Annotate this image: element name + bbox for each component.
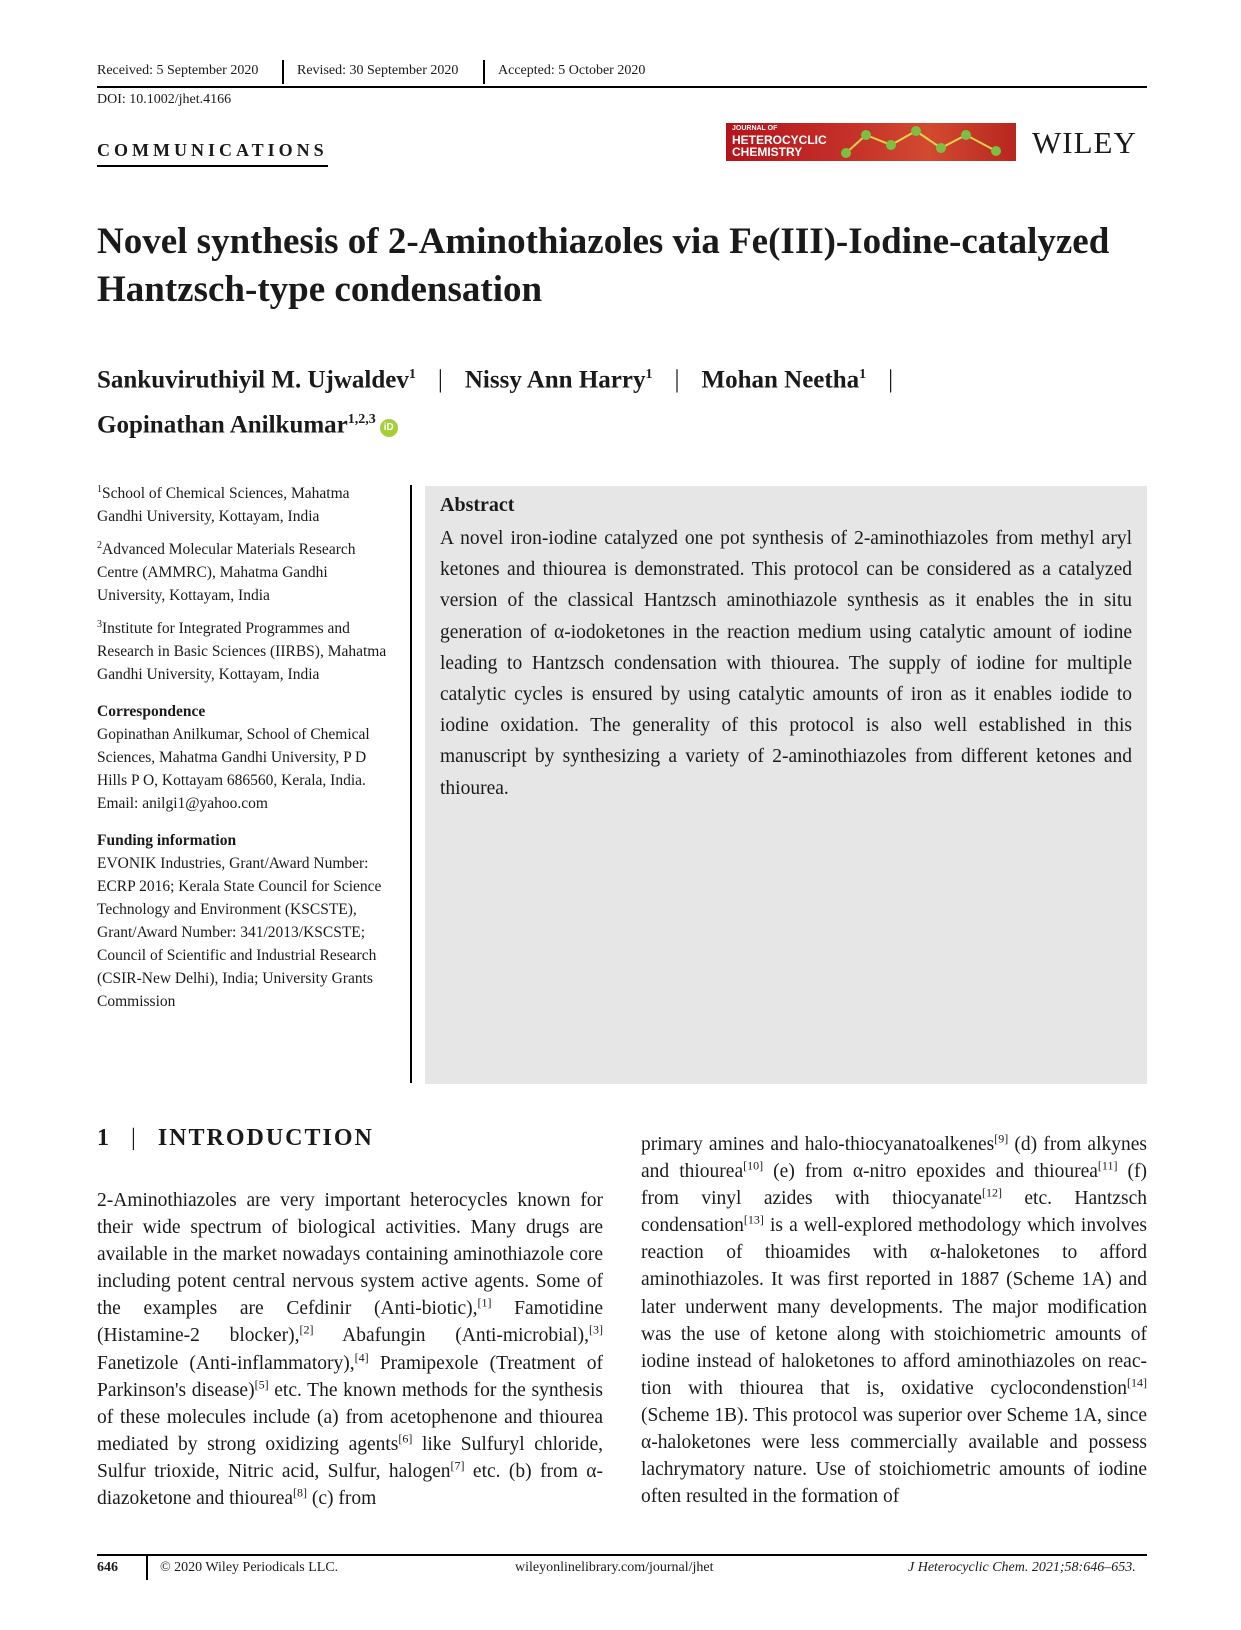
citation-ref[interactable]: [6] [398, 1431, 413, 1446]
author-separator: | [674, 366, 680, 394]
citation-ref[interactable]: [13] [743, 1212, 764, 1227]
paragraph-text: Pramipexole (Treatment of Parkinson's disease) [97, 1352, 603, 1401]
citation-ref[interactable]: [11] [1097, 1158, 1118, 1173]
affiliation [97, 478, 397, 528]
doi[interactable]: DOI: 10.1002/jhet.4166 [97, 92, 232, 107]
paragraph-text: (f) from vinyl azides with thiocyanate [641, 1161, 1148, 1210]
paragraph-text: (d) from alkynes and thiourea [641, 1134, 1147, 1183]
author-name[interactable]: Mohan Neetha [701, 366, 860, 394]
date-divider [282, 60, 284, 84]
author-list [97, 355, 1097, 446]
article-title: Novel synthesis of 2-Aminothiazoles via Fe(III)-Iodine-catalyzed Hantzsch-type condensation [97, 221, 1110, 310]
author-name[interactable]: Sankuviruthiyil M. Ujwaldev [97, 366, 409, 394]
paragraph-text: (c) from [307, 1488, 377, 1510]
citation-ref[interactable]: [8] [293, 1485, 307, 1500]
introduction-column-2 [641, 1131, 1147, 1510]
page-number: 646 [97, 1560, 118, 1575]
author-name[interactable]: Nissy Ann Harry [464, 366, 646, 394]
citation-ref[interactable]: [5] [254, 1377, 269, 1392]
abstract-heading: Abstract [440, 494, 515, 516]
affiliation [97, 613, 397, 686]
author-separator: | [888, 366, 894, 394]
section-number: 1 [97, 1125, 111, 1151]
paragraph-text: Famotidine (Histamine-2 blocker), [97, 1298, 604, 1347]
author-affiliation-marker: 1,2,3 [347, 412, 376, 428]
correspondence-email[interactable]: Email: anilgi1@yahoo.com [97, 795, 268, 813]
journal-banner-line2: HETEROCYCLIC [732, 133, 827, 147]
paragraph-text: 2-Aminothiazoles are very important heterocycles known for their wide spectrum of biological activities. Many drugs are available in the market nowadays containing aminothiazole core including potent central nervous system active agents. Some of the examples are Cefdinir (Anti-biotic), [97, 1190, 603, 1320]
affiliation-text: Institute for Integrated Programmes and Research in Basic Sciences (IIRBS), Mahatma Gandhi University, Kottayam, India [97, 620, 387, 684]
affiliation-number: 2 [97, 540, 102, 552]
paragraph-text: Fanetizole (Anti-inflammatory), [97, 1352, 355, 1374]
citation-ref[interactable]: [7] [450, 1458, 465, 1473]
paragraph-text: Abafungin (Anti-microbial), [313, 1325, 589, 1347]
journal-banner-line3: CHEMISTRY [732, 145, 803, 159]
paragraph-text: is a well-explored methodology which involves reaction of thioamides with α-haloketones to afford aminothiazoles. It was first reported in 1887 (Scheme 1A) and later underwent many developments. The major modification was the use of ketone along with stoichiometric amounts of iodine instead of haloketones to afford aminothiazoles on reaction with thiourea that is, oxidative cyclocondenstion [641, 1215, 1147, 1399]
paragraph-text: etc. Hantzsch condensation [641, 1188, 1147, 1237]
revised-date: Revised: 30 September 2020 [297, 63, 459, 78]
molecule-graphic-icon [836, 123, 1016, 161]
citation-ref[interactable]: [10] [743, 1158, 764, 1173]
footer-rule [97, 1554, 1147, 1556]
affiliation-text: Advanced Molecular Materials Research Centre (AMMRC), Mahatma Gandhi University, Kottayam, India [97, 541, 356, 605]
citation-ref[interactable]: [4] [354, 1350, 369, 1365]
copyright: © 2020 Wiley Periodicals LLC. [160, 1560, 339, 1575]
affiliation [97, 534, 397, 607]
paragraph-text: (Scheme 1B). This protocol was superior over Scheme 1A, since α-haloketones were less commercially available and possess lachrymatory nature. Use of stoichiometric amounts of iodine often resulted in the formation of [641, 1404, 1147, 1508]
citation-ref[interactable]: [2] [299, 1322, 314, 1337]
wiley-logo[interactable]: WILEY [1032, 125, 1137, 160]
received-date: Received: 5 September 2020 [97, 63, 259, 78]
accepted-date: Accepted: 5 October 2020 [498, 63, 646, 78]
introduction-heading [97, 1125, 374, 1152]
affiliation-number: 1 [97, 484, 102, 495]
citation: J Heterocyclic Chem. 2021;58:646–653. [908, 1560, 1136, 1575]
abstract-box [425, 486, 1147, 1084]
paragraph-text: (e) from α-nitro epoxides and thiourea [763, 1161, 1098, 1183]
author-separator: | [437, 366, 443, 394]
citation-ref[interactable]: [14] [1127, 1375, 1147, 1390]
funding-heading: Funding information [97, 832, 237, 850]
author-affiliation-marker: 1 [408, 367, 416, 382]
citation-ref[interactable]: [12] [981, 1185, 1002, 1200]
affiliation-text: School of Chemical Sciences, Mahatma Gandhi University, Kottayam, India [97, 485, 350, 526]
date-divider [483, 60, 485, 84]
author-name[interactable]: Gopinathan Anilkumar [97, 411, 348, 439]
paragraph-text: like Sulfuryl chloride, Sulfur trioxide, Nitric acid, Sulfur, halogen [97, 1433, 603, 1482]
citation-ref[interactable]: [9] [994, 1131, 1009, 1146]
journal-banner[interactable] [726, 123, 1016, 161]
section-title: INTRODUCTION [157, 1125, 374, 1151]
header-dates [97, 60, 1147, 88]
citation-ref[interactable]: [1] [477, 1295, 492, 1310]
affiliation-number: 3 [97, 619, 102, 631]
section-divider: | [131, 1125, 138, 1151]
abstract-text: A novel iron-iodine catalyzed one pot synthesis of 2-aminothiazoles from methyl aryl ketones and thiourea is demonstrated. This protocol can be considered as a catalyzed version of the classical Hantzsch aminothiazole synthesis as it enables the in situ generation of α-iodoketones in the reaction medium using catalytic amount of iodine leading to Hantzsch condensation with thiourea. The supply of iodine for multiple catalytic cycles is ensured by using catalytic amounts of iron as it enables iodide to iodine oxidation. The generality of this protocol is also well established in this manuscript by synthesizing a variety of 2-aminothiazoles from different ketones and thiourea. [440, 528, 1132, 799]
paragraph-text: etc. The known methods for the synthesis of these molecules include (a) from acetophenone and thiourea mediated by strong oxidizing agents [97, 1379, 604, 1455]
journal-banner-line1: JOURNAL OF [732, 125, 778, 132]
footer-divider [146, 1554, 148, 1580]
section-label: COMMUNICATIONS [97, 140, 328, 167]
journal-url[interactable]: wileyonlinelibrary.com/journal/jhet [515, 1560, 714, 1575]
article-sidebar [97, 478, 397, 1013]
author-affiliation-marker: 1 [859, 367, 867, 382]
sidebar-divider [410, 485, 412, 1083]
correspondence-text: Gopinathan Anilkumar, School of Chemical Sciences, Mahatma Gandhi University, P D Hills P O, Kottayam 686560, Kerala, India. [97, 726, 370, 790]
author-affiliation-marker: 1 [645, 367, 653, 382]
introduction-column-1 [97, 1187, 603, 1512]
correspondence-heading: Correspondence [97, 703, 206, 721]
citation-ref[interactable]: [3] [589, 1322, 603, 1337]
paragraph-text: etc. (b) from α-diazoketone and thiourea [97, 1460, 603, 1510]
paragraph-text: primary amines and halo-thiocyanatoalkenes [641, 1134, 995, 1155]
funding-text: EVONIK Industries, Grant/Award Number: ECRP 2016; Kerala State Council for Science Technology and Environment (KSCSTE), Grant/Award Number: 341/2013/KSCSTE; Council of Scientific and Industrial Research (CSIR-New Delhi), India; University Grants Commission [97, 855, 382, 1011]
orcid-icon[interactable]: iD [380, 419, 398, 437]
